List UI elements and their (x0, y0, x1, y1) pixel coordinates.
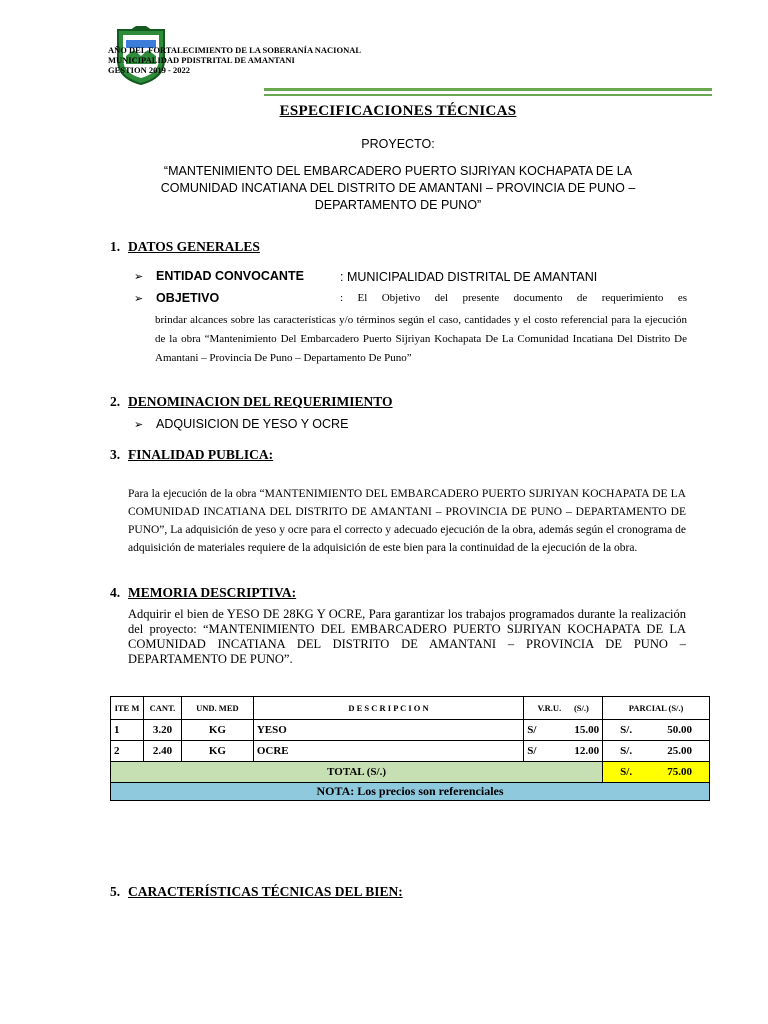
section-number: 3. (110, 447, 121, 462)
proyecto-line: DEPARTAMENTO DE PUNO” (314, 198, 482, 212)
currency: S/ (527, 724, 537, 736)
cell-item: 2 (111, 741, 144, 762)
table-nota-row (111, 783, 710, 801)
objetivo-first-line: : El Objetivo del presente documento de requerimiento es (340, 292, 687, 304)
table-header-row (111, 697, 710, 720)
header-und: UND. MED (181, 697, 253, 720)
section-4-heading (110, 585, 296, 601)
section-title: FINALIDAD PUBLICA: (128, 447, 274, 462)
section-title: DATOS GENERALES (128, 239, 260, 254)
header-gestion-line: GESTION 2019 - 2022 (108, 65, 190, 75)
cell-vru (524, 741, 603, 762)
section-3-heading (110, 447, 273, 463)
vru-value: 15.00 (574, 724, 600, 736)
total-cell (603, 762, 710, 783)
cell-desc: OCRE (253, 741, 523, 762)
header-municipality-line: MUNICIPALIDAD PDISTRITAL DE AMANTANI (108, 55, 295, 65)
cell-cant: 2.40 (143, 741, 181, 762)
section-title: MEMORIA DESCRIPTIVA: (128, 585, 297, 600)
cell-parcial (603, 741, 710, 762)
section-title: DENOMINACION DEL REQUERIMIENTO (128, 394, 393, 409)
proyecto-line: COMUNIDAD INCATIANA DEL DISTRITO DE AMANTANI – PROVINCIA DE PUNO – (160, 181, 636, 195)
arrow-bullet-icon: ➢ (134, 271, 144, 283)
cell-desc: YESO (253, 720, 523, 741)
proyecto-line: “MANTENIMIENTO DEL EMBARCADERO PUERTO SIJRIYAN KOCHAPATA DE LA (163, 164, 633, 178)
nota-text: NOTA: Los precios son referenciales (111, 783, 710, 801)
cost-table (110, 696, 710, 801)
finalidad-text: Para la ejecución de la obra “MANTENIMIENTO DEL EMBARCADERO PUERTO SIJRIYAN KOCHAPATA DE LA COMUNIDAD INCATIANA DEL DISTRITO DE AMANTANI – PROVINCIA DE PUNO – DEPARTAMENTO DE PUNO”, La adquisición de yeso y ocre para el correcto y adecuado ejecución de la obra, además según el cronograma de adquisición de materiales requiere de la adquisición de este bien para la continuidad de la ejecución de la obra. (128, 488, 686, 554)
header-item: ITE M (111, 697, 144, 720)
cell-item: 1 (111, 720, 144, 741)
header-cant: CANT. (143, 697, 181, 720)
section-number: 4. (110, 585, 121, 600)
section-number: 2. (110, 394, 121, 409)
vru-value: 12.00 (574, 745, 600, 757)
header-parcial: PARCIAL (S/.) (603, 697, 710, 720)
objetivo-label: OBJETIVO (156, 291, 220, 305)
currency: S/. (620, 724, 633, 736)
cell-parcial (603, 720, 710, 741)
table-row (111, 720, 710, 741)
entidad-label: ENTIDAD CONVOCANTE (156, 269, 304, 283)
section-number: 5. (110, 884, 121, 899)
section-5-heading (110, 884, 403, 900)
total-label: TOTAL (S/.) (111, 762, 603, 783)
cell-und: KG (181, 741, 253, 762)
currency: S/. (620, 745, 633, 757)
header-year-line: AÑO DEL FORTALECIMIENTO DE LA SOBERANÍA NACIONAL (108, 45, 362, 55)
header-rule-bottom (264, 94, 712, 96)
currency: S/ (527, 745, 537, 757)
cell-und: KG (181, 720, 253, 741)
entidad-row (134, 269, 304, 283)
parcial-value: 50.00 (667, 724, 692, 736)
parcial-value: 25.00 (667, 745, 692, 757)
section-number: 1. (110, 239, 121, 254)
requerimiento-text: ADQUISICION DE YESO Y OCRE (156, 417, 349, 431)
header-descripcion: D E S C R I P C I O N (253, 697, 523, 720)
section-2-heading (110, 394, 393, 410)
header-vru: V.R.U. (S/.) (524, 697, 603, 720)
page-title: ESPECIFICACIONES TÉCNICAS (279, 103, 517, 119)
section-title: CARACTERÍSTICAS TÉCNICAS DEL BIEN: (128, 884, 403, 899)
table-row (111, 741, 710, 762)
header-rule-top (264, 88, 712, 91)
table-total-row (111, 762, 710, 783)
objetivo-row (134, 291, 219, 305)
requerimiento-item (134, 417, 348, 431)
entidad-value: : MUNICIPALIDAD DISTRITAL DE AMANTANI (340, 270, 598, 284)
cell-cant: 3.20 (143, 720, 181, 741)
cell-vru (524, 720, 603, 741)
proyecto-label: PROYECTO: (361, 137, 435, 151)
arrow-bullet-icon: ➢ (134, 293, 144, 305)
proyecto-title (0, 163, 768, 214)
total-value: 75.00 (667, 766, 692, 778)
memoria-text: Adquirir el bien de YESO DE 28KG Y OCRE, Para garantizar los trabajos programados durante la realización del proyecto: “MANTENIMIENTO DEL EMBARCADERO PUERTO SIJRIYAN KOCHAPATA DE LA COMUNIDAD INCATIANA DEL DISTRITO DE AMANTANI – PROVINCIA DE PUNO – DEPARTAMENTO DE PUNO”. (128, 607, 686, 666)
arrow-bullet-icon: ➢ (134, 419, 144, 431)
currency: S/. (620, 766, 633, 778)
section-1-heading (110, 239, 260, 255)
objetivo-text: brindar alcances sobre las características y/o términos según el caso, cantidades y el costo referencial para la ejecución de la obra “Mantenimiento Del Embarcadero Puerto Sijriyan Kochapata De La Comunidad Incatiana Del Distrito De Amantani – Provincia De Puno – Departamento De Puno” (155, 314, 687, 364)
